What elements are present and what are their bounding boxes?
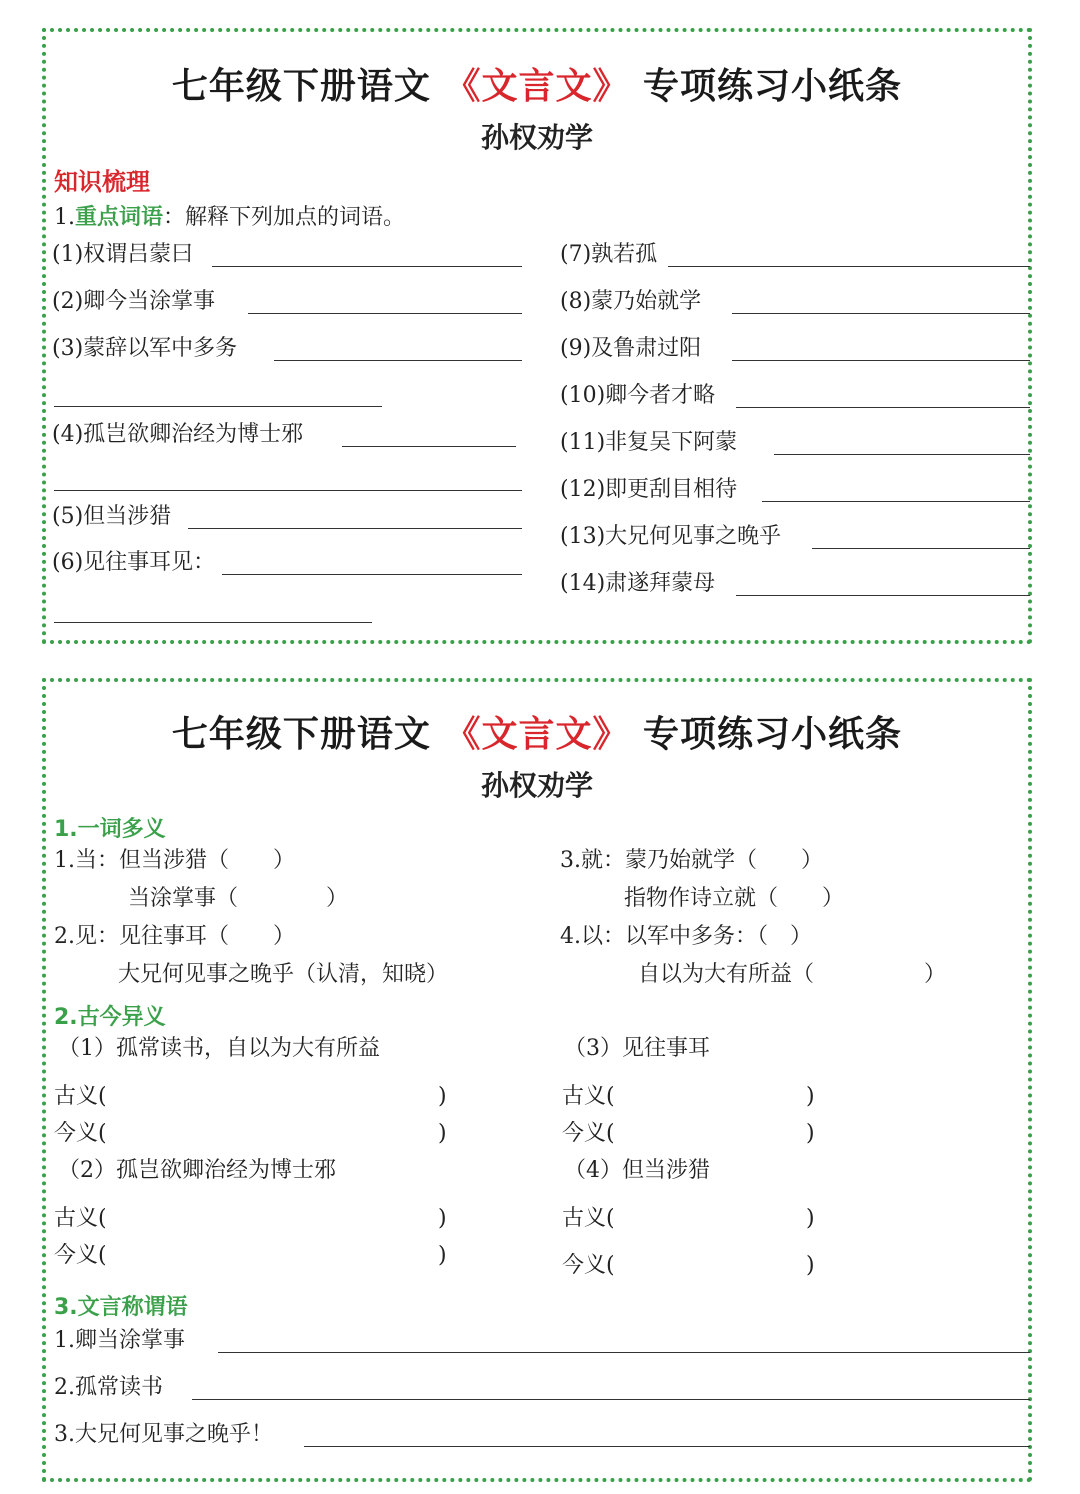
card2-subtitle: 孙权劝学 (480, 769, 593, 802)
address-item-1: 1.卿当涂掌事 (54, 1328, 185, 1353)
item-13: (13)大兄何见事之晚乎 (560, 524, 782, 549)
section-polysemy: 1.一词多义 (54, 817, 166, 842)
am-1-ancient-label: 古义( (54, 1084, 107, 1109)
polysemy-dang-2: 当涂掌事（ ） (128, 886, 349, 911)
address-answer-line-3[interactable] (304, 1446, 1030, 1447)
am-3-modern-close: ) (806, 1121, 815, 1146)
am-1-modern-close: ) (438, 1121, 447, 1146)
item-8: (8)蒙乃始就学 (560, 289, 702, 314)
am-2-ancient-label: 古义( (54, 1206, 107, 1231)
answer-line-5[interactable] (188, 528, 522, 529)
am-4-ancient-label: 古义( (562, 1206, 615, 1231)
answer-line-1[interactable] (212, 266, 522, 267)
am-4-ancient-close: ) (806, 1206, 815, 1231)
card2-title: 七年级下册语文 《文言文》 专项练习小纸条 (171, 714, 903, 755)
am-item-1: （1）孤常读书，自以为大有所益 (58, 1036, 380, 1061)
polysemy-yi-2: 自以为大有所益（ ） (638, 962, 947, 987)
item-11: (11)非复吴下阿蒙 (560, 430, 738, 455)
am-2-modern-label: 今义( (54, 1243, 107, 1268)
am-4-modern-close: ) (806, 1253, 815, 1278)
item-3: (3)蒙辞以军中多务 (52, 336, 238, 361)
answer-line-3[interactable] (274, 360, 522, 361)
answer-line-14[interactable] (736, 595, 1030, 596)
item-5: (5)但当涉猎 (52, 504, 172, 529)
polysemy-dang-1: 1.当：但当涉猎（ ） (54, 848, 295, 873)
item-2: (2)卿今当涂掌事 (52, 289, 216, 314)
answer-line-7[interactable] (668, 266, 1030, 267)
item-6: (6)见往事耳见： (52, 550, 216, 575)
answer-line-13[interactable] (812, 548, 1030, 549)
answer-line-9[interactable] (732, 360, 1030, 361)
card1-title: 七年级下册语文 《文言文》 专项练习小纸条 (171, 66, 903, 107)
item-12: (12)即更刮目相待 (560, 477, 738, 502)
am-4-modern-label: 今义( (562, 1253, 615, 1278)
am-2-ancient-close: ) (438, 1206, 447, 1231)
section-knowledge: 知识梳理 (54, 168, 150, 196)
item-14: (14)肃遂拜蒙母 (560, 571, 716, 596)
answer-line-3b[interactable] (54, 406, 382, 407)
answer-line-10[interactable] (736, 407, 1030, 408)
polysemy-jiu-2: 指物作诗立就（ ） (624, 886, 845, 911)
section-address-terms: 3.文言称谓语 (54, 1295, 188, 1320)
polysemy-jiu-1: 3.就：蒙乃始就学（ ） (560, 848, 823, 873)
answer-line-4b[interactable] (54, 490, 522, 491)
am-1-ancient-close: ) (438, 1084, 447, 1109)
answer-line-12[interactable] (762, 501, 1030, 502)
item-1: (1)权谓吕蒙曰 (52, 242, 194, 267)
address-item-3: 3.大兄何见事之晚乎！ (54, 1422, 273, 1447)
address-answer-line-2[interactable] (192, 1399, 1030, 1400)
am-2-modern-close: ) (438, 1243, 447, 1268)
answer-line-2[interactable] (248, 313, 522, 314)
item-4: (4)孤岂欲卿治经为博士邪 (52, 422, 304, 447)
am-item-4: （4）但当涉猎 (564, 1158, 710, 1183)
item-9: (9)及鲁肃过阳 (560, 336, 702, 361)
am-3-modern-label: 今义( (562, 1121, 615, 1146)
answer-line-4[interactable] (342, 446, 516, 447)
am-item-3: （3）见往事耳 (564, 1036, 710, 1061)
address-item-2: 2.孤常读书 (54, 1375, 163, 1400)
polysemy-jian-2: 大兄何见事之晚乎（认清，知晓） (118, 962, 449, 987)
section-ancient-modern: 2.古今异义 (54, 1005, 166, 1030)
worksheet-card-1 (42, 28, 1032, 644)
polysemy-yi-1: 4.以：以军中多务：（ ） (560, 924, 812, 949)
am-3-ancient-label: 古义( (562, 1084, 615, 1109)
worksheet-card-2 (42, 678, 1032, 1482)
am-1-modern-label: 今义( (54, 1121, 107, 1146)
card1-subtitle: 孙权劝学 (480, 121, 593, 154)
answer-line-11[interactable] (774, 454, 1030, 455)
item-7: (7)孰若孤 (560, 242, 658, 267)
am-3-ancient-close: ) (806, 1084, 815, 1109)
polysemy-jian-1: 2.见：见往事耳（ ） (54, 924, 295, 949)
answer-line-6b[interactable] (54, 622, 372, 623)
item-10: (10)卿今者才略 (560, 383, 716, 408)
am-item-2: （2）孤岂欲卿治经为博士邪 (58, 1158, 336, 1183)
answer-line-6[interactable] (222, 574, 522, 575)
answer-line-8[interactable] (732, 313, 1030, 314)
address-answer-line-1[interactable] (218, 1352, 1030, 1353)
question-1-heading: 1.重点词语：解释下列加点的词语。 (54, 204, 406, 230)
